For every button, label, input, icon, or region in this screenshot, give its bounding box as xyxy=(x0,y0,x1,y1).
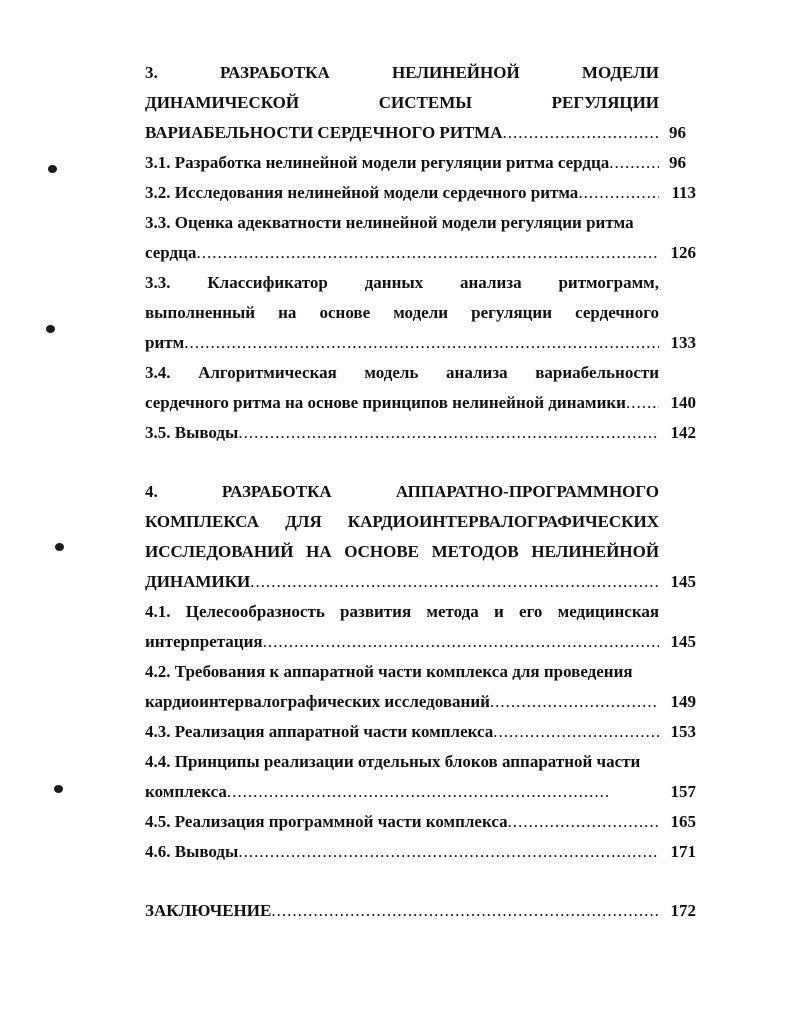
word: МЕТОДОВ xyxy=(431,542,519,561)
toc-entry-text: 3.1. Разработка нелинейной модели регуляции ритма сердца xyxy=(145,153,610,172)
leader-dots xyxy=(238,422,659,444)
toc-entry-4-1-line-2 xyxy=(145,631,659,653)
scan-spot xyxy=(46,325,55,333)
word: НЕЛИНЕЙНОЙ xyxy=(392,63,520,82)
toc-entry-text: кардиоинтервалографических исследований xyxy=(145,692,490,711)
word: данных xyxy=(364,273,424,292)
word: 3.3. xyxy=(145,273,171,292)
toc-entry-4-2-page: 149 xyxy=(670,692,696,711)
toc-entry-3-4-line-1 xyxy=(145,362,659,384)
word: анализа xyxy=(446,363,508,382)
leader-dots xyxy=(493,721,659,743)
section-3-heading-line-1 xyxy=(145,62,659,84)
section-3-heading-line-2 xyxy=(145,92,659,114)
word: регуляции xyxy=(471,303,553,322)
toc-entry-3-3-line-1 xyxy=(145,212,659,234)
toc-entry-4-3-page: 153 xyxy=(670,722,696,741)
toc-entry-3-3b-page: 133 xyxy=(670,333,696,352)
word: АППАРАТНО-ПРОГРАММНОГО xyxy=(395,482,659,501)
scan-spot xyxy=(55,543,64,551)
toc-entry-4-4-line-1 xyxy=(145,751,659,773)
toc-entry-3-5-page: 142 xyxy=(670,423,696,442)
toc-entry-text: 3.5. Выводы xyxy=(145,423,239,442)
toc-entry-4-1-page: 145 xyxy=(670,632,696,651)
toc-entry-text: комплекса xyxy=(145,782,227,801)
scan-spot xyxy=(54,785,63,793)
leader-dots xyxy=(227,781,609,803)
word: выполненный xyxy=(145,303,256,322)
toc-entry-4-1-line-1 xyxy=(145,601,659,623)
leader-dots xyxy=(271,900,659,922)
leader-dots xyxy=(238,841,659,863)
toc-entry-3-4-line-2 xyxy=(145,392,659,414)
toc-entry-3-3-line-2 xyxy=(145,242,659,264)
section-4-page: 145 xyxy=(670,572,696,591)
toc-entry-text: 4.3. Реализация аппаратной части комплекса xyxy=(145,722,494,741)
toc-entry-3-2 xyxy=(145,182,659,204)
toc-entry-text: 4.2. Требования к аппаратной части комплекса для проведения xyxy=(145,662,633,681)
word: РЕГУЛЯЦИИ xyxy=(551,93,659,112)
word: и xyxy=(494,602,504,621)
word: ОСНОВЕ xyxy=(344,542,420,561)
word: 4.1. xyxy=(145,602,171,621)
section-4-heading-line-1 xyxy=(145,481,659,503)
toc-entry-4-2-line-2 xyxy=(145,691,659,713)
toc-entry-text: ритм xyxy=(145,333,185,352)
leader-dots xyxy=(184,332,659,354)
toc-entry-text: 3.2. Исследования нелинейной модели сердечного ритма xyxy=(145,183,579,202)
leader-dots xyxy=(508,811,659,833)
toc-entry-3-3b-line-1 xyxy=(145,272,659,294)
word: ДИНАМИЧЕСКОЙ xyxy=(145,93,300,112)
section-3-page: 96 xyxy=(669,123,686,142)
word: ДЛЯ xyxy=(285,512,322,531)
toc-entry-3-4-page: 140 xyxy=(670,393,696,412)
word: РАЗРАБОТКА xyxy=(219,63,330,82)
leader-dots xyxy=(196,242,659,264)
toc-entry-4-4-line-2 xyxy=(145,781,609,803)
word: на xyxy=(278,303,297,322)
word: 3.4. xyxy=(145,363,171,382)
toc-entry-text: ЗАКЛЮЧЕНИЕ xyxy=(145,901,272,920)
toc-entry-4-2-line-1 xyxy=(145,661,659,683)
section-3-heading-line-3 xyxy=(145,122,659,144)
toc-entry-4-6-page: 171 xyxy=(670,842,696,861)
word: КАРДИОИНТЕРВАЛОГРАФИЧЕСКИХ xyxy=(347,512,659,531)
word: анализа xyxy=(460,273,522,292)
toc-entry-4-5 xyxy=(145,811,659,833)
leader-dots xyxy=(250,571,659,593)
word: НЕЛИНЕЙНОЙ xyxy=(531,542,659,561)
toc-entry-3-5 xyxy=(145,422,659,444)
toc-entry-text: 4.6. Выводы xyxy=(145,842,239,861)
toc-entry-conclusion-page: 172 xyxy=(670,901,696,920)
word: модели xyxy=(393,303,449,322)
word: ИССЛЕДОВАНИЙ xyxy=(145,542,294,561)
word: КОМПЛЕКСА xyxy=(145,512,260,531)
toc-entry-3-3b-line-3 xyxy=(145,332,659,354)
toc-entry-text: 4.5. Реализация программной части комплекса xyxy=(145,812,508,831)
word: МОДЕЛИ xyxy=(581,63,659,82)
toc-entry-4-5-page: 165 xyxy=(670,812,696,831)
word: метода xyxy=(426,602,479,621)
word: основе xyxy=(319,303,371,322)
toc-entry-text: 3.3. Оценка адекватности нелинейной модели регуляции ритма xyxy=(145,213,634,232)
word: РАЗРАБОТКА xyxy=(221,482,332,501)
toc-entry-3-2-page: 113 xyxy=(671,183,696,202)
toc-entry-conclusion xyxy=(145,900,659,922)
toc-entry-3-3-page: 126 xyxy=(670,243,696,262)
word: модель xyxy=(364,363,419,382)
word: Целесообразность xyxy=(185,602,325,621)
toc-entry-text: сердечного ритма на основе принципов нелинейной динамики xyxy=(145,393,626,412)
toc-entry-3-3b-line-2 xyxy=(145,302,659,324)
section-4-heading-line-4 xyxy=(145,571,659,593)
word: 3. xyxy=(145,63,158,82)
toc-entry-4-4-page: 157 xyxy=(670,782,696,801)
toc-entry-3-1-page: 96 xyxy=(669,153,686,172)
word: медицинская xyxy=(557,602,659,621)
section-4-heading-line-3 xyxy=(145,541,659,563)
toc-entry-text: 4.4. Принципы реализации отдельных блоков аппаратной части xyxy=(145,752,641,771)
word: НА xyxy=(306,542,332,561)
leader-dots xyxy=(490,691,659,713)
section-3-title-end: ВАРИАБЕЛЬНОСТИ СЕРДЕЧНОГО РИТМА xyxy=(145,123,503,142)
section-4-heading-line-2 xyxy=(145,511,659,533)
word: 4. xyxy=(145,482,158,501)
word: ритмограмм, xyxy=(558,273,659,292)
word: сердечного xyxy=(575,303,659,322)
scan-spot xyxy=(48,165,57,173)
word: вариабельности xyxy=(535,363,659,382)
word: СИСТЕМЫ xyxy=(378,93,472,112)
word: его xyxy=(519,602,543,621)
toc-entry-text: интерпретация xyxy=(145,632,263,651)
word: развития xyxy=(340,602,412,621)
section-4-title-end: ДИНАМИКИ xyxy=(145,572,251,591)
toc-entry-3-1 xyxy=(145,152,659,174)
word: Классификатор xyxy=(207,273,328,292)
toc-entry-4-3 xyxy=(145,721,659,743)
toc-entry-4-6 xyxy=(145,841,659,863)
toc-entry-text: сердца xyxy=(145,243,197,262)
leader-dots xyxy=(263,631,659,653)
word: Алгоритмическая xyxy=(198,363,337,382)
